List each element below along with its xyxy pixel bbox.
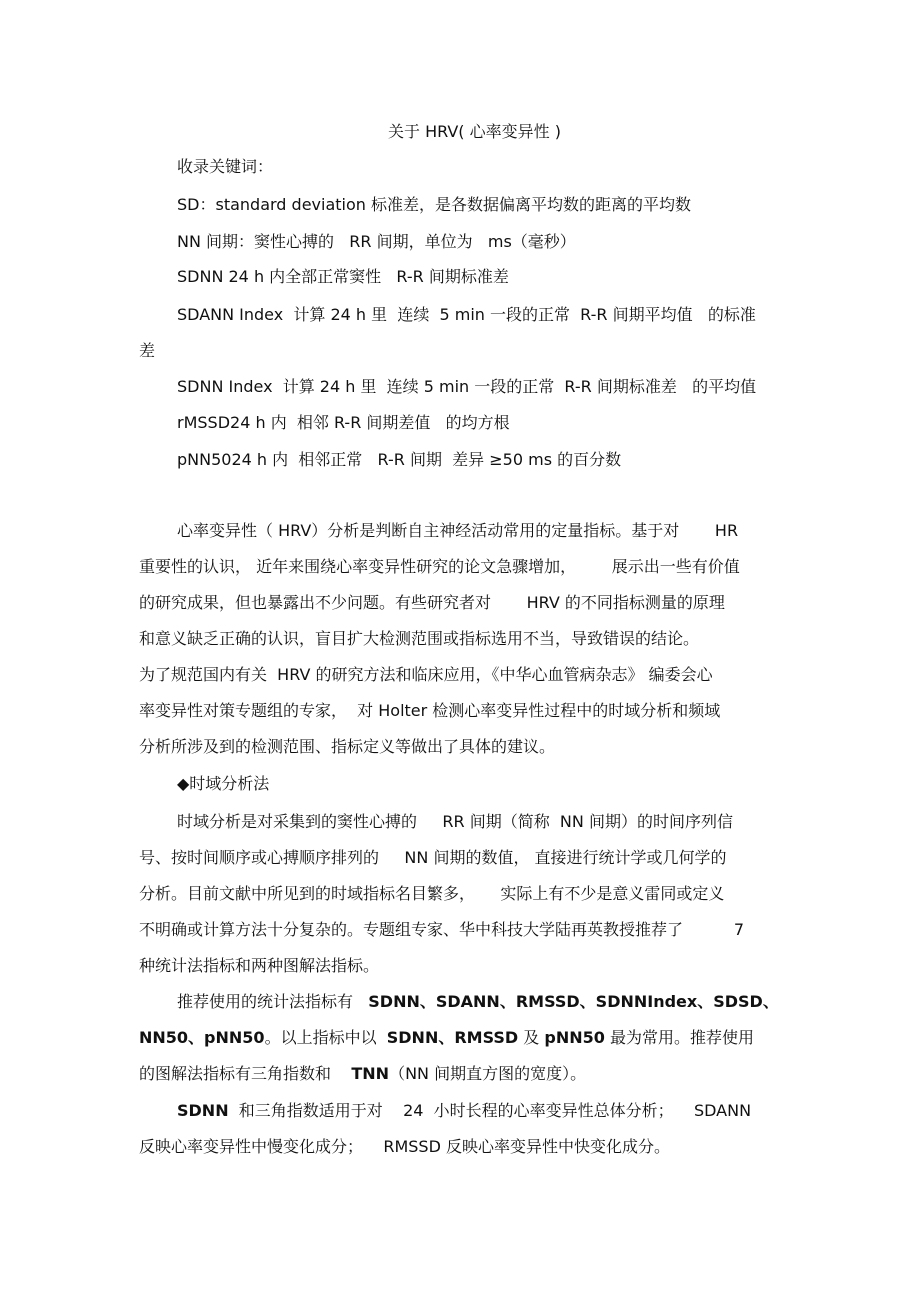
document-title: 关于 HRV( 心率变异性 ) bbox=[388, 122, 561, 141]
paragraph-line: 分析。目前文献中所见到的时域指标名目繁多， 实际上有不少是意义雷同或定义 bbox=[139, 884, 725, 903]
paragraph-line bbox=[139, 1064, 586, 1084]
paragraph-line bbox=[177, 992, 779, 1012]
paragraph-line: 号、按时间顺序或心搏顺序排列的 NN 间期的数值， 直接进行统计学或几何学的 bbox=[139, 848, 727, 867]
paragraph-line: 不明确或计算方法十分复杂的。专题组专家、华中科技大学陆再英教授推荐了 7 bbox=[139, 920, 745, 939]
definition-sdnn-index: SDNN Index 计算 24 h 里 连续 5 min 一段的正常 R-R 间期标准差 的平均值 bbox=[177, 377, 757, 396]
text-run: 推荐使用的统计法指标有 bbox=[177, 992, 369, 1011]
keywords-label: 收录关键词： bbox=[177, 157, 274, 176]
paragraph-line: 时域分析是对采集到的窦性心搏的 RR 间期（简称 NN 间期）的时间序列信 bbox=[177, 812, 733, 831]
text-run: 及 bbox=[518, 1028, 545, 1047]
definition-rmssd: rMSSD24 h 内 相邻 R-R 间期差值 的均方根 bbox=[177, 413, 510, 432]
paragraph-line: 和意义缺乏正确的认识，盲目扩大检测范围或指标选用不当，导致错误的结论。 bbox=[139, 629, 700, 648]
index-name: SDNN bbox=[177, 1101, 229, 1120]
definition-sd: SD：standard deviation 标准差，是各数据偏离平均数的距离的平均数 bbox=[177, 195, 691, 214]
paragraph-line: 重要性的认识， 近年来围绕心率变异性研究的论文急骤增加， 展示出一些有价值 bbox=[139, 557, 740, 576]
definition-sdnn: SDNN 24 h 内全部正常窦性 R-R 间期标准差 bbox=[177, 267, 509, 286]
index-list: SDNN、SDANN、RMSSD、SDNNIndex、SDSD、 bbox=[368, 992, 779, 1011]
paragraph-line bbox=[177, 1101, 751, 1121]
section-heading-time-domain: ◆时域分析法 bbox=[177, 774, 270, 793]
paragraph-line: 的研究成果，但也暴露出不少问题。有些研究者对 HRV 的不同指标测量的原理 bbox=[139, 593, 725, 612]
paragraph-line: 率变异性对策专题组的专家， 对 Holter 检测心率变异性过程中的时域分析和频域 bbox=[139, 701, 721, 720]
paragraph-line: 心率变异性（ HRV）分析是判断自主神经活动常用的定量指标。基于对 HR bbox=[177, 521, 739, 540]
paragraph-line: 种统计法指标和两种图解法指标。 bbox=[139, 956, 380, 975]
paragraph-line: 反映心率变异性中慢变化成分； RMSSD 反映心率变异性中快变化成分。 bbox=[139, 1137, 670, 1156]
text-run: 的图解法指标有三角指数和 bbox=[139, 1064, 352, 1083]
paragraph-line: 分析所涉及到的检测范围、指标定义等做出了具体的建议。 bbox=[139, 737, 556, 756]
paragraph-line: 为了规范国内有关 HRV 的研究方法和临床应用，《中华心血管病杂志》 编委会心 bbox=[139, 665, 713, 684]
definition-sdann-index: SDANN Index 计算 24 h 里 连续 5 min 一段的正常 R-R 间期平均值 的标准 bbox=[177, 305, 756, 324]
text-run: 最为常用。推荐使用 bbox=[604, 1028, 754, 1047]
definition-sdann-index-wrap: 差 bbox=[139, 341, 156, 360]
index-name: TNN bbox=[351, 1064, 390, 1083]
text-run: （NN 间期直方图的宽度）。 bbox=[389, 1064, 587, 1083]
paragraph-line bbox=[139, 1028, 754, 1048]
index-list: SDNN、RMSSD bbox=[386, 1028, 519, 1047]
text-run: 。以上指标中以 bbox=[264, 1028, 387, 1047]
index-list: NN50、pNN50 bbox=[139, 1028, 265, 1047]
definition-pnn50: pNN5024 h 内 相邻正常 R-R 间期 差异 ≥50 ms 的百分数 bbox=[177, 450, 622, 469]
index-name: pNN50 bbox=[544, 1028, 605, 1047]
definition-nn-interval: NN 间期：窦性心搏的 RR 间期，单位为 ms（毫秒） bbox=[177, 232, 576, 251]
text-run: 和三角指数适用于对 24 小时长程的心率变异性总体分析； SDANN bbox=[228, 1101, 752, 1120]
